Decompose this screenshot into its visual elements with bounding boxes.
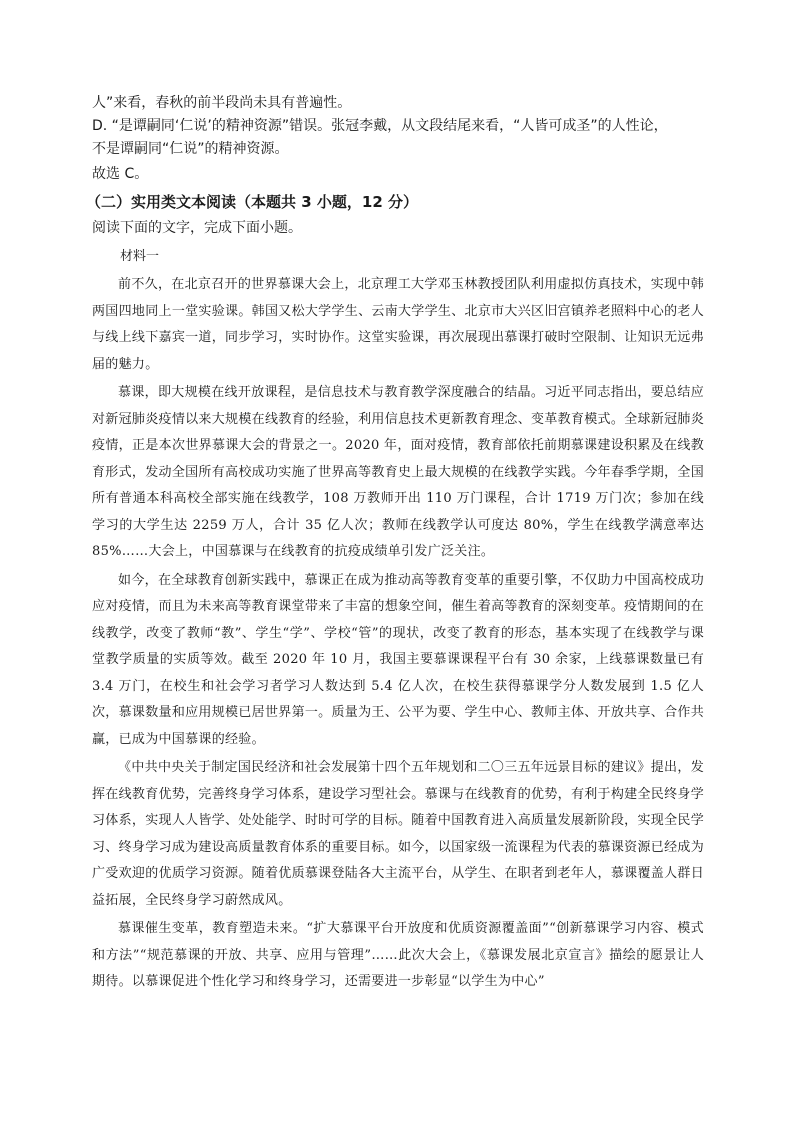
section-heading: （二）实用类文本阅读（本题共 3 小题，12 分） (86, 193, 418, 211)
material-paragraph-1: 前不久，在北京召开的世界慕课大会上，北京理工大学邓玉林教授团队利用虚拟仿真技术，实现中韩两国四地同上一堂实验课。韩国又松大学学生、云南大学学生、北京市大兴区旧宫镇养老照料中心的老人与线上线下嘉宾一道，同步学习，实时协作。这堂实验课，再次展现出慕课打破时空限制、让知识无远弗届的魅力。 (92, 277, 704, 372)
answer-line-2: D. “是谭嗣同‘仁说’的精神资源”错误。张冠李戴，从文段结尾来看，“人皆可成圣”的人性论， (92, 118, 668, 134)
material-title: 材料一 (120, 249, 160, 264)
material-paragraph-2: 慕课，即大规模在线开放课程，是信息技术与教育教学深度融合的结晶。习近平同志指出，要总结应对新冠肺炎疫情以来大规模在线教育的经验，利用信息技术更新教育理念、变革教育模式。全球新冠肺炎疫情，正是本次世界慕课大会的背景之一。2020 年，面对疫情，教育部依托前期慕课建设积累及在线教育形式，发动全国所有高校成功实施了世界高等教育史上最大规模的在线教学实践。今年春季学期，全国所有普通本科高校全部实施在线教学，108 万教师开出 110 万门课程，合计 1719 万门次；参加在线学习的大学生达 2259 万人，合计 35 亿人次；教师在线教学认可度达 80%，学生在线教学满意率达 85%……大会上，中国慕课与在线教育的抗疫成绩单引发广泛关注。 (92, 385, 704, 559)
material-paragraph-4: 《中共中央关于制定国民经济和社会发展第十四个五年规划和二〇三五年远景目标的建议》提出，发挥在线教育优势，完善终身学习体系，建设学习型社会。慕课与在线教育的优势，有利于构建全民终身学习体系，实现人人皆学、处处能学、时时可学的目标。随着中国教育进入高质量发展新阶段，实现全民学习、终身学习成为建设高质量教育体系的重要目标。如今，以国家级一流课程为代表的慕课资源已经成为广受欢迎的优质学习资源。随着优质慕课登陆各大主流平台，从学生、在职者到老年人，慕课覆盖人群日益拓展，全民终身学习蔚然成风。 (92, 760, 704, 908)
section-instruction: 阅读下面的文字，完成下面小题。 (92, 220, 302, 236)
answer-line-1: 人”来看，春秋的前半段尚未具有普遍性。 (92, 95, 352, 111)
answer-conclusion: 故选 C。 (92, 166, 149, 182)
material-paragraph-3: 如今，在全球教育创新实践中，慕课正在成为推动高等教育变革的重要引擎，不仅助力中国高校成功应对疫情，而且为未来高等教育课堂带来了丰富的想象空间，催生着高等教育的深刻变革。疫情期间的在线教学，改变了教师“教”、学生“学”、学校“管”的现状，改变了教育的形态，基本实现了在线教学与课堂教学质量的实质等效。截至 2020 年 10 月，我国主要慕课课程平台有 30 余家，上线慕课数量已有 3.4 万门，在校生和社会学习者学习人数达到 5.4 亿人次，在校生获得慕课学分人数发展到 1.5 亿人次，慕课数量和应用规模已居世界第一。质量为王、公平为要、学生中心、教师主体、开放共享、合作共赢，已成为中国慕课的经验。 (92, 572, 704, 747)
document-page (86, 92, 704, 998)
material-paragraph-5: 慕课催生变革，教育塑造未来。“扩大慕课平台开放度和优质资源覆盖面”“创新慕课学习内容、模式和方法”“规范慕课的开放、共享、应用与管理”……此次大会上，《慕课发展北京宣言》描绘的愿景让人期待。以慕课促进个性化学习和终身学习，还需要进一步彰显“以学生为中心” (92, 921, 704, 989)
answer-line-3: 不是谭嗣同“仁说”的精神资源。 (92, 141, 289, 157)
